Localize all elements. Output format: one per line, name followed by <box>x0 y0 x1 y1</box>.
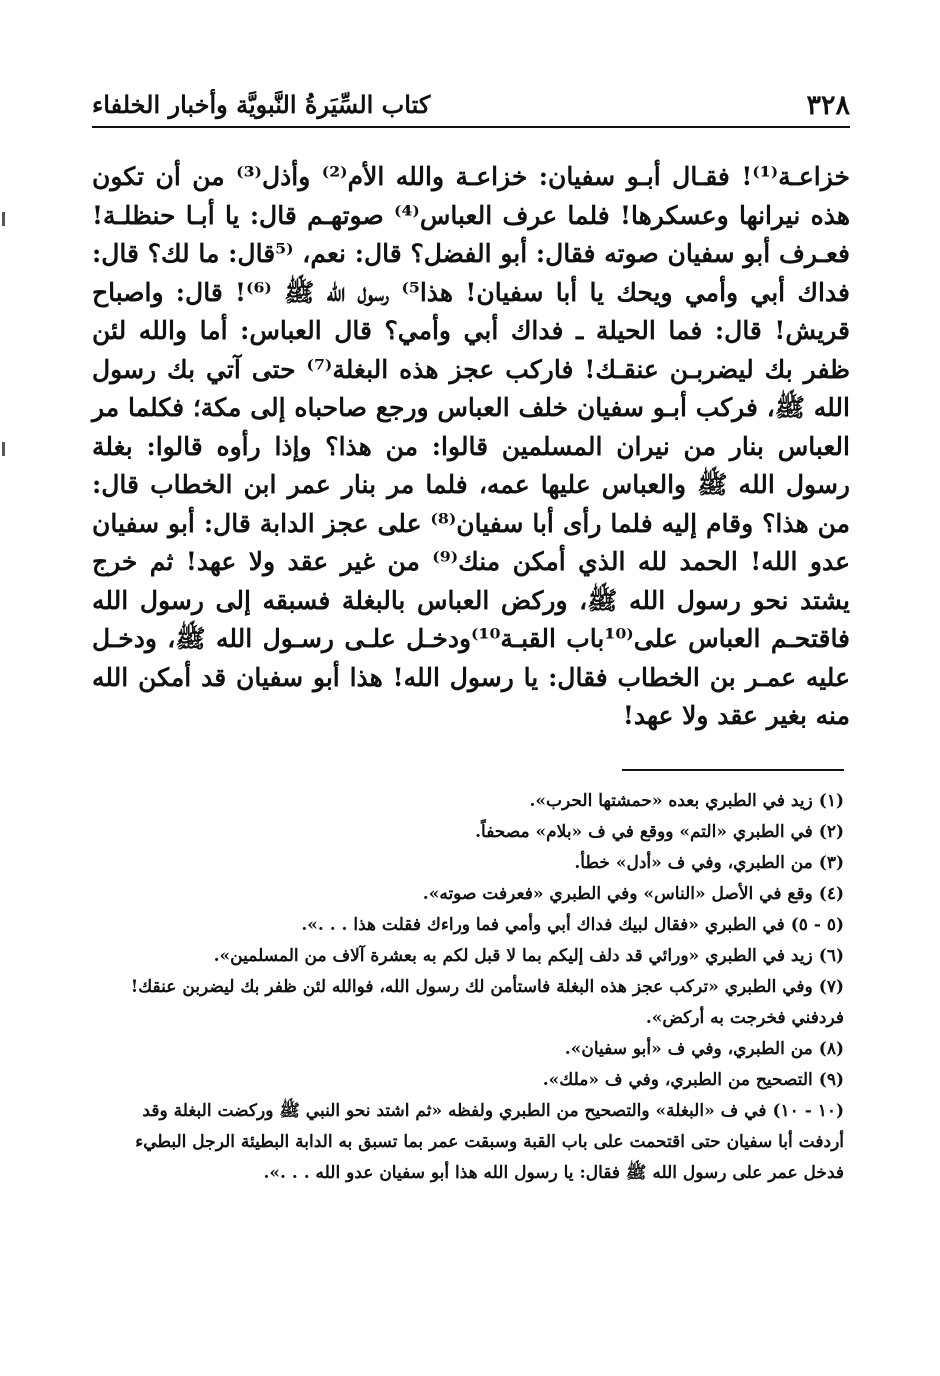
footnote-number: (٦) <box>818 946 844 966</box>
footnote-text: في الطبري «التم» ووقع في ف «بلام» مصحفاً. <box>475 822 813 842</box>
footnote-number: (٢) <box>818 822 844 842</box>
footnote-2 <box>92 817 844 848</box>
footnote-text: وقع في الأصل «الناس» وفي الطبري «فعرفت صوته». <box>422 884 813 904</box>
footnote-6 <box>92 941 844 972</box>
footnote-9 <box>92 1065 844 1096</box>
footnote-divider <box>622 769 844 771</box>
footnote-number: (٧) <box>818 977 844 997</box>
footnote-number: (١٠ - ١٠) <box>772 1101 844 1121</box>
footnote-4 <box>92 879 844 910</box>
running-header <box>92 84 850 128</box>
footnote-3 <box>92 848 844 879</box>
footnote-8 <box>92 1034 844 1065</box>
footnotes <box>92 786 844 1189</box>
footnote-10 <box>92 1096 844 1189</box>
footnote-text: التصحيح من الطبري، وفي ف «ملك». <box>542 1070 813 1090</box>
footnote-text: زيد في الطبري بعده «حمشتها الحرب». <box>529 791 813 811</box>
footnote-number: (٤) <box>818 884 844 904</box>
footnote-number: (٣) <box>818 853 844 873</box>
footnote-text: في ف «البغلة» والتصحيح من الطبري ولفظه «ثم اشتد نحو النبي ﷺ وركضت البغلة وقد أردفت أبا سفيان حتى اقتحمت على باب القبة وسبقت عمر بما تسبق به الدابة البطيئة الرجل البطيء فدخل عمر على رسول الله ﷺ فقال: يا رسول الله هذا أبو سفيان عدو الله . . .». <box>135 1101 844 1183</box>
footnote-number: (١) <box>818 791 844 811</box>
footnote-text: من الطبري، وفي ف «أدل» خطأ. <box>574 853 813 873</box>
footnote-1 <box>92 786 844 817</box>
footnote-text: في الطبري «فقال لبيك فداك أبي وأمي فما وراءك فقلت هذا . . .». <box>301 915 785 935</box>
footnote-text: وفي الطبري «تركب عجز هذه البغلة فاستأمن لك رسول الله، فوالله لئن ظفر بك ليضربن عنقك! فردفني فخرجت به أركض». <box>130 977 844 1028</box>
footnote-number: (٥ - ٥) <box>790 915 844 935</box>
page-number: ٣٢٨ <box>806 90 850 121</box>
footnote-7 <box>92 972 844 1034</box>
body-paragraph: خزاعـة⁽¹⁾! فقـال أبـو سفيان: خزاعـة والله الأم⁽²⁾ وأذل⁽³⁾ من أن تكون هذه نيرانها وعسكرها! فلما عرف العباس⁽⁴⁾ صوتهـم قال: يا أبـا حنظلـة! فعـرف أبو سفيان صوته فقال: أبو الفضل؟ قال: نعم، ⁽⁵قال: ما لك؟ قال: فداك أبي وأمي ويحك يا أبا سفيان! هذا⁵⁾ رسول الله ﷺ ⁽⁶⁾! قال: واصباح قريش! قال: فما الحيلة ـ فداك أبي وأمي؟ قال العباس: أما والله لئن ظفر بك ليضربـن عنقـك! فاركب عجز هذه البغلة⁽⁷⁾ حتى آتي بك رسول الله ﷺ، فركب أبـو سفيان خلف العباس ورجع صاحباه إلى مكة؛ فكلما مر العباس بنار من نيران المسلمين قالوا: من هذا؟ وإذا رأوه قالوا: بغلة رسول الله ﷺ والعباس عليها عمه، فلما مر بنار عمر ابن الخطاب قال: من هذا؟ وقام إليه فلما رأى أبا سفيان⁽⁸⁾ على عجز الدابة قال: أبو سفيان عدو الله! الحمد لله الذي أمكن منك⁽⁹⁾ من غير عقد ولا عهد! ثم خرج يشتد نحو رسول الله ﷺ، وركض العباس بالبغلة فسبقه إلى رسول الله فاقتحـم العباس على⁽¹⁰باب القبـة¹⁰⁾ودخـل علـى رسـول الله ﷺ، ودخـل عليه عمـر بن الخطاب فقال: يا رسول الله! هذا أبو سفيان قد أمكن الله منه بغير عقد ولا عهد! <box>92 162 851 730</box>
footnote-text: من الطبري، وفي ف «أبو سفيان». <box>564 1039 813 1059</box>
footnote-number: (٨) <box>818 1039 844 1059</box>
footnote-5 <box>92 910 844 941</box>
scan-margin-mark <box>2 212 5 226</box>
scan-margin-mark <box>2 442 5 456</box>
main-text <box>92 158 850 736</box>
running-title: كتاب السِّيَرةُ النَّبويَّة وأخبار الخلفاء <box>92 90 431 119</box>
footnote-text: زيد في الطبري «ورائي قد دلف إليكم بما لا قبل لكم به بعشرة آلاف من المسلمين». <box>213 946 813 966</box>
footnote-number: (٩) <box>818 1070 844 1090</box>
